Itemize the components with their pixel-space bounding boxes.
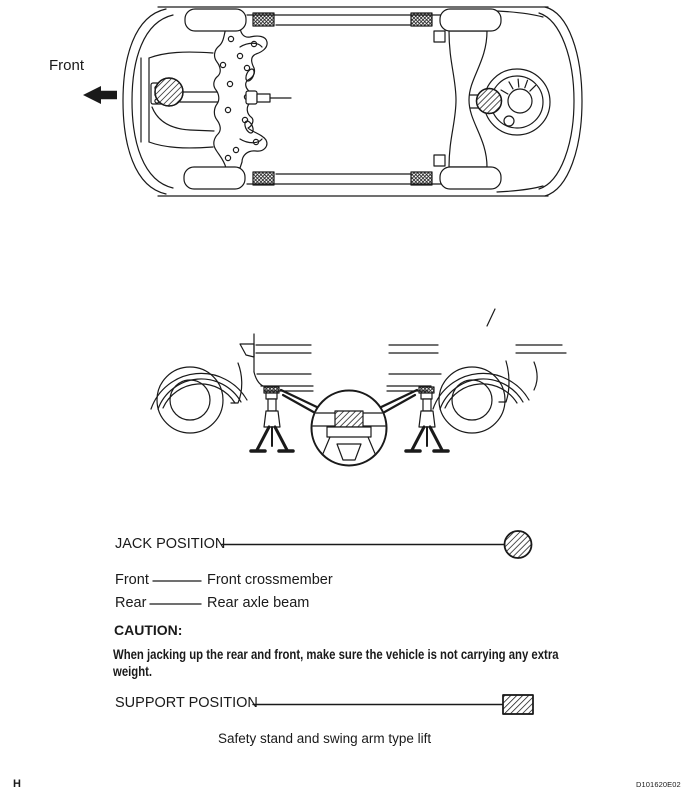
legend-rear-row-label: Rear (115, 595, 147, 611)
caution-heading: CAUTION: (114, 622, 183, 638)
right-body-section (387, 309, 566, 409)
support-marker-rear-left (411, 13, 432, 26)
support-position-markers (253, 13, 432, 185)
support-marker-front-left (253, 13, 274, 26)
rocker-panel-lines (247, 15, 441, 184)
support-marker-front-right (253, 172, 274, 185)
front-direction-label: Front (49, 57, 85, 74)
figure-caption: Safety stand and swing arm type lift (218, 731, 432, 746)
figure-code: D101620E02 (636, 780, 681, 789)
right-wheel (439, 367, 505, 433)
support-marker-rear-right (411, 172, 432, 185)
legend-rear-row-value: Rear axle beam (207, 595, 310, 611)
left-wheel (157, 367, 223, 433)
support-position-label: SUPPORT POSITION (115, 695, 258, 711)
page-marker: H (13, 778, 21, 790)
legend-graphics (150, 531, 533, 714)
jack-position-symbol-icon (505, 531, 532, 558)
callout-support-pad (335, 411, 363, 427)
caution-text-line-2: weight. (113, 664, 153, 679)
detail-callout (311, 391, 387, 466)
rear-jack-position-marker (477, 89, 502, 114)
steering-gear (246, 91, 291, 104)
legend-front-row-value: Front crossmember (207, 572, 333, 588)
caution-text (113, 646, 559, 680)
support-position-symbol-icon (503, 695, 533, 714)
side-view-diagram (151, 309, 566, 466)
top-view-diagram (83, 7, 582, 196)
front-jack-position-marker (155, 78, 183, 106)
jack-position-label: JACK POSITION (115, 536, 226, 552)
front-direction-arrow-icon (83, 86, 117, 104)
legend-front-row-label: Front (115, 572, 149, 588)
caution-text-line-1: When jacking up the rear and front, make sure the vehicle is not carrying any extra (113, 647, 559, 662)
